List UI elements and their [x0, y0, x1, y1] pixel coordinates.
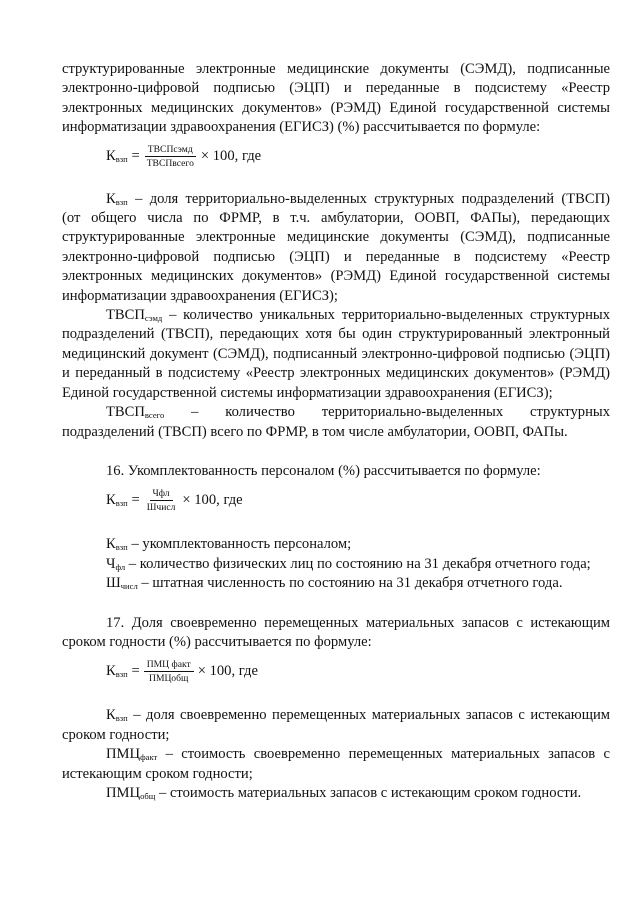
fraction-denominator: ПМЦобщ [149, 672, 189, 684]
formula-fraction [144, 144, 197, 169]
section16-heading: 16. Укомплектованность персоналом (%) рассчитывается по формуле: [106, 462, 541, 479]
fraction-numerator: ТВСПсэмд [145, 144, 196, 157]
section17-heading: 17. Доля своевременно перемещенных материальных запасов с истекающим сроком годности (%) рассчитывается по формуле: [62, 614, 610, 650]
section16-formula [106, 481, 610, 519]
fraction-denominator: ТВСПвсего [146, 158, 194, 170]
formula-fraction [144, 659, 194, 684]
section16-definition-3: $Ш_{числ}$ – штатная численность по состоянию на 31 декабря отчетного года. [106, 575, 563, 592]
fraction-numerator: Чфл [150, 488, 173, 501]
fraction-numerator: ПМЦ факт [144, 659, 194, 672]
formula-lhs: $К_{взп}$ = [106, 662, 140, 679]
section15-intro: структурированные электронные медицинские документы (СЭМД), подписанные электронно-цифровой подписью (ЭЦП) и переданные в подсистему «Реестр электронных медицинских документов» (РЭМД) Единой государственной системы информатизации здравоохранения (ЕГИСЗ) (%) рассчитывается по формуле: [62, 61, 610, 136]
section15-formula [106, 138, 610, 176]
section15-definition-3: $ТВСП_{всего}$ – количество территориально-выделенных структурных подразделений (ТВСП) всего по ФРМР, в том числе амбулатории, ООВП, ФАПы. [62, 404, 610, 440]
fraction-denominator: Шчисл [146, 501, 176, 513]
formula-tail: × 100, где [182, 491, 243, 508]
section16-definition-2: $Ч_{фл}$ – количество физических лиц по состоянию на 31 декабря отчетного года; [106, 555, 591, 572]
section16-definition-1: $К_{взп}$ – укомплектованность персоналом; [106, 536, 352, 553]
document-page [62, 60, 610, 803]
section17-definition-2: $ПМЦ_{факт}$ – стоимость своевременно перемещенных материальных запасов с истекающим сроком годности; [62, 746, 610, 782]
section17-definition-3: $ПМЦ_{общ}$ – стоимость материальных запасов с истекающим сроком годности. [106, 784, 582, 801]
section15-definition-1: $К_{взп}$ – доля территориально-выделенных структурных подразделений (ТВСП) (от общего числа по ФРМР, в т.ч. амбулатории, ООВП, ФАПы), передающих структурированные электронные медицинские документы (СЭМД), подписанные электронно-цифровой подписью (ЭЦП) и переданные в подсистему «Реестр электронных медицинских документов» (РЭМД) Единой государственной системы информатизации здравоохранения (ЕГИСЗ); [62, 190, 610, 304]
formula-lhs: $К_{взп}$ = [106, 147, 140, 164]
section17-formula [106, 652, 610, 690]
section17-definition-1: $К_{взп}$ – доля своевременно перемещенных материальных запасов с истекающим сроком годности; [62, 707, 610, 743]
section15-definition-2: $ТВСП_{сэмд}$ – количество уникальных территориально-выделенных структурных подразделений (ТВСП), передающих хотя бы один структурированный электронный медицинский документ (СЭМД), подписанный электронно-цифровой подписью (ЭЦП) и переданный в подсистему «Реестр электронных медицинских документов» (РЭМД) Единой государственной системы информатизации здравоохранения (ЕГИСЗ); [62, 307, 610, 401]
formula-lhs: $К_{взп}$ = [106, 491, 140, 508]
formula-tail: × 100, где [197, 662, 258, 679]
formula-fraction [144, 488, 179, 513]
formula-tail: × 100, где [200, 147, 262, 164]
